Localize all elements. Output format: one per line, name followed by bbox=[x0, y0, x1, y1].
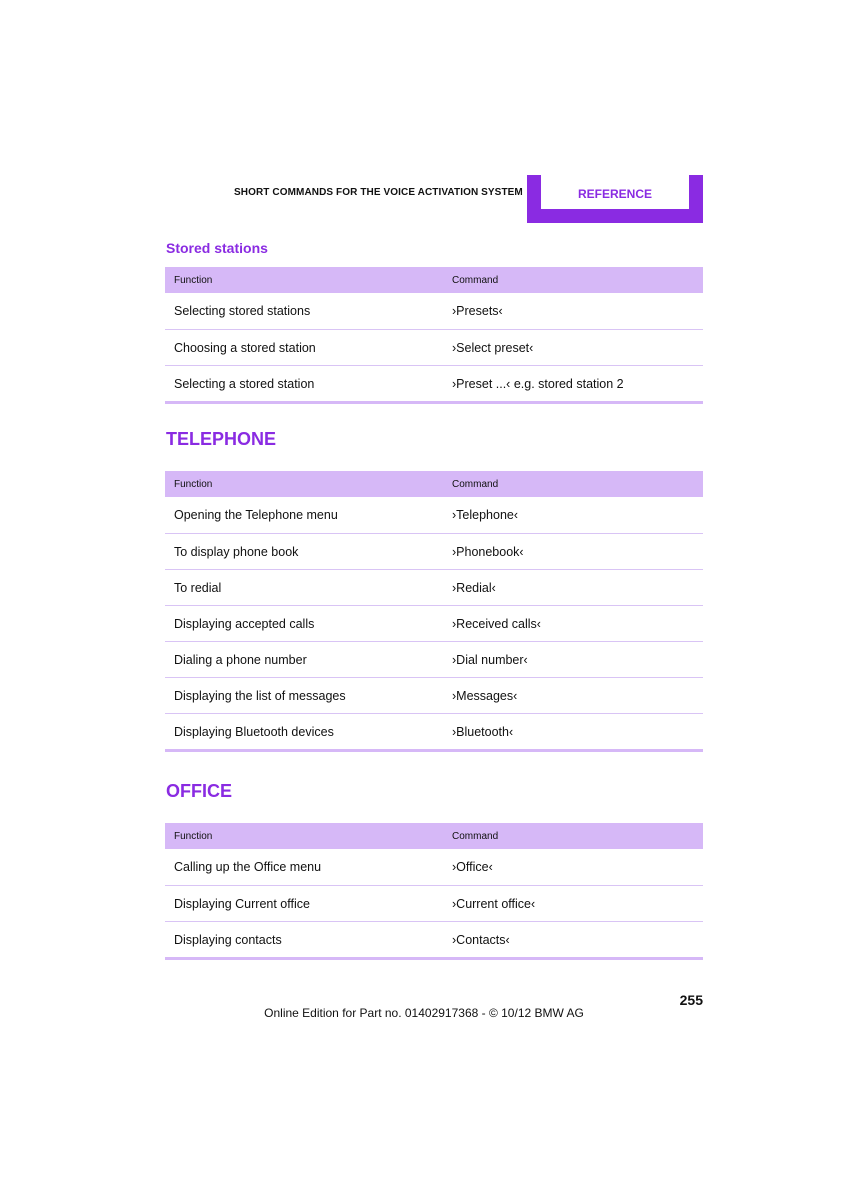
table-row bbox=[165, 497, 703, 533]
command-cell: ›Preset ...‹ e.g. stored station 2 bbox=[452, 376, 624, 391]
command-cell: ›Bluetooth‹ bbox=[452, 724, 514, 739]
table-row bbox=[165, 329, 703, 365]
function-cell: To display phone book bbox=[174, 544, 299, 559]
table-row bbox=[165, 365, 703, 401]
table-bottom-rule bbox=[165, 749, 703, 752]
section-heading-stored-stations: Stored stations bbox=[166, 240, 268, 256]
table-header bbox=[165, 267, 703, 293]
table-header bbox=[165, 823, 703, 849]
column-header-command: Command bbox=[452, 478, 499, 490]
column-header-function: Function bbox=[174, 478, 213, 490]
page-number: 255 bbox=[679, 992, 703, 1008]
command-cell: ›Select preset‹ bbox=[452, 340, 534, 355]
table-bottom-rule bbox=[165, 401, 703, 404]
command-cell: ›Messages‹ bbox=[452, 688, 518, 703]
function-cell: Choosing a stored station bbox=[174, 340, 316, 355]
table-row bbox=[165, 293, 703, 329]
command-cell: ›Office‹ bbox=[452, 860, 493, 874]
table-row bbox=[165, 885, 703, 921]
function-cell: Calling up the Office menu bbox=[174, 860, 322, 874]
table-stored-stations bbox=[165, 267, 703, 404]
table-header bbox=[165, 471, 703, 497]
table-office bbox=[165, 823, 703, 960]
table-telephone bbox=[165, 471, 703, 752]
table-row bbox=[165, 713, 703, 749]
command-cell: ›Presets‹ bbox=[452, 304, 503, 318]
footer-edition-note: Online Edition for Part no. 01402917368 - © 10/12 BMW AG bbox=[264, 1006, 584, 1020]
function-cell: Selecting stored stations bbox=[174, 304, 311, 318]
table-row bbox=[165, 849, 703, 885]
table-row bbox=[165, 605, 703, 641]
table-row bbox=[165, 533, 703, 569]
reference-tab-label: REFERENCE bbox=[577, 187, 652, 201]
command-cell: ›Redial‹ bbox=[452, 580, 496, 595]
command-cell: ›Phonebook‹ bbox=[452, 544, 524, 559]
table-row bbox=[165, 641, 703, 677]
function-cell: Displaying Bluetooth devices bbox=[174, 724, 334, 739]
column-header-function: Function bbox=[174, 830, 213, 842]
command-cell: ›Dial number‹ bbox=[452, 652, 528, 667]
table-row bbox=[165, 677, 703, 713]
column-header-command: Command bbox=[452, 830, 499, 842]
table-bottom-rule bbox=[165, 957, 703, 960]
function-cell: Dialing a phone number bbox=[174, 652, 307, 667]
function-cell: Opening the Telephone menu bbox=[174, 508, 338, 522]
reference-tab bbox=[527, 175, 703, 223]
command-cell: ›Telephone‹ bbox=[452, 508, 519, 522]
section-heading-office: OFFICE bbox=[166, 781, 232, 801]
table-row bbox=[165, 569, 703, 605]
column-header-command: Command bbox=[452, 274, 499, 286]
command-cell: ›Received calls‹ bbox=[452, 616, 541, 631]
column-header-function: Function bbox=[174, 274, 213, 286]
function-cell: Displaying accepted calls bbox=[174, 616, 315, 631]
function-cell: Displaying contacts bbox=[174, 932, 282, 947]
function-cell: Displaying the list of messages bbox=[174, 688, 346, 703]
function-cell: To redial bbox=[174, 580, 222, 595]
running-header: SHORT COMMANDS FOR THE VOICE ACTIVATION SYSTEM bbox=[234, 187, 523, 198]
command-cell: ›Contacts‹ bbox=[452, 932, 510, 947]
command-cell: ›Current office‹ bbox=[452, 896, 536, 911]
reference-tab-inner bbox=[541, 175, 689, 209]
function-cell: Selecting a stored station bbox=[174, 376, 315, 391]
function-cell: Displaying Current office bbox=[174, 896, 310, 911]
section-heading-telephone: TELEPHONE bbox=[166, 429, 277, 449]
table-row bbox=[165, 921, 703, 957]
